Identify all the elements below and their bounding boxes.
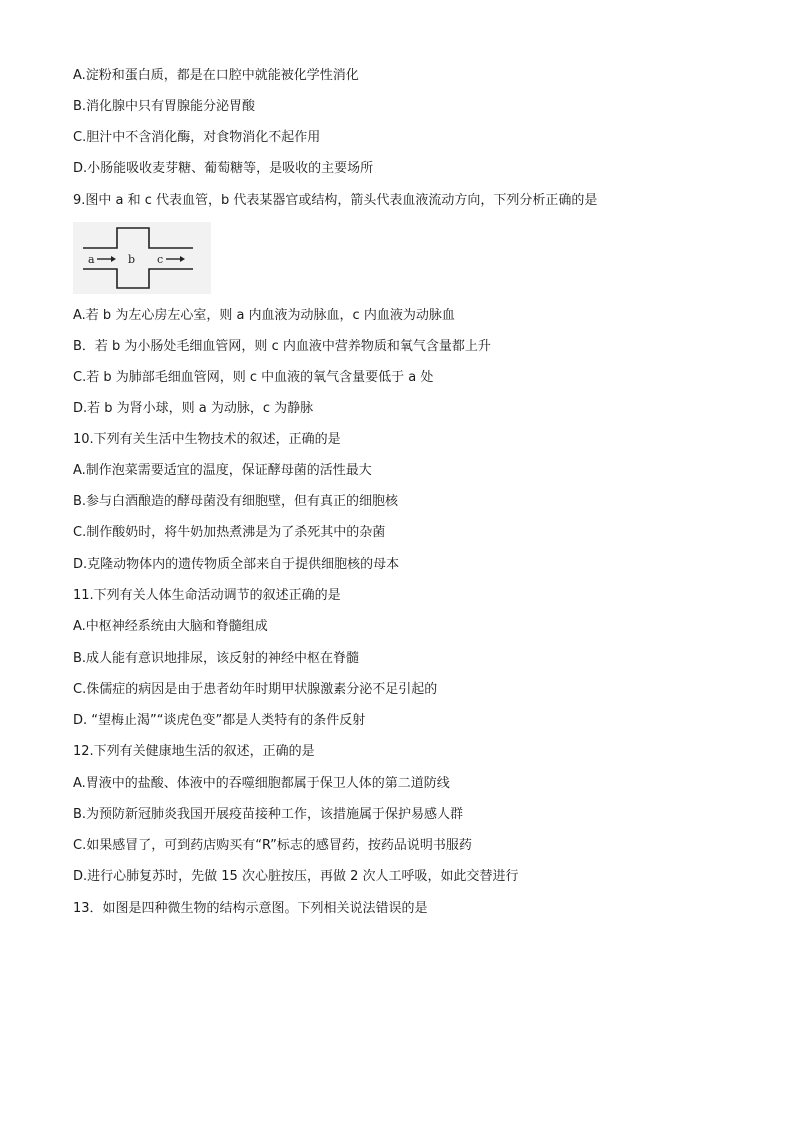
q8-option-c: C.胆汁中不含消化酶，对食物消化不起作用: [73, 130, 321, 145]
q12-option-d: D.进行心肺复苏时，先做 15 次心脏按压，再做 2 次人工呼吸，如此交替进行: [73, 869, 519, 884]
q8-option-a: A.淀粉和蛋白质，都是在口腔中就能被化学性消化: [73, 68, 359, 83]
q9-option-b: B．若 b 为小肠处毛细血管网，则 c 内血液中营养物质和氧气含量都上升: [73, 339, 491, 354]
q9-option-d: D.若 b 为肾小球，则 a 为动脉，c 为静脉: [73, 401, 314, 416]
vessel-outline: [83, 228, 193, 288]
q11-option-c: C.侏儒症的病因是由于患者幼年时期甲状腺激素分泌不足引起的: [73, 682, 438, 697]
q11-stem: 11.下列有关人体生命活动调节的叙述正确的是: [73, 588, 341, 603]
q10-option-d: D.克隆动物体内的遗传物质全部来自于提供细胞核的母本: [73, 557, 400, 572]
q8-option-b: B.消化腺中只有胃腺能分泌胃酸: [73, 99, 256, 114]
q8-option-d: D.小肠能吸收麦芽糖、葡萄糖等，是吸收的主要场所: [73, 161, 374, 176]
q10-option-b: B.参与白酒酿造的酵母菌没有细胞壁，但有真正的细胞核: [73, 494, 399, 509]
q12-stem: 12.下列有关健康地生活的叙述，正确的是: [73, 744, 315, 759]
q10-stem: 10.下列有关生活中生物技术的叙述，正确的是: [73, 432, 341, 447]
q12-option-a: A.胃液中的盐酸、体液中的吞噬细胞都属于保卫人体的第二道防线: [73, 776, 450, 791]
label-a: a: [88, 253, 95, 266]
label-b: b: [128, 253, 136, 266]
arrow-a-icon: [111, 256, 116, 262]
blood-vessel-diagram-svg: [73, 222, 211, 294]
blood-vessel-diagram: [73, 222, 211, 294]
label-c: c: [157, 253, 164, 266]
q10-option-a: A.制作泡菜需要适宜的温度，保证酵母菌的活性最大: [73, 463, 372, 478]
q9-option-c: C.若 b 为肺部毛细血管网，则 c 中血液的氧气含量要低于 a 处: [73, 370, 434, 385]
q11-option-a: A.中枢神经系统由大脑和脊髓组成: [73, 619, 268, 634]
q13-stem: 13．如图是四种微生物的结构示意图。下列相关说法错误的是: [73, 901, 428, 916]
q11-option-b: B.成人能有意识地排尿，该反射的神经中枢在脊髓: [73, 651, 360, 666]
q12-option-c: C.如果感冒了，可到药店购买有“R”标志的感冒药，按药品说明书服药: [73, 838, 472, 853]
q9-option-a: A.若 b 为左心房左心室，则 a 内血液为动脉血，c 内血液为动脉血: [73, 308, 455, 323]
arrow-c-icon: [180, 256, 185, 262]
q12-option-b: B.为预防新冠肺炎我国开展疫苗接种工作，该措施属于保护易感人群: [73, 807, 464, 822]
q11-option-d: D. “望梅止渴”“谈虎色变”都是人类特有的条件反射: [73, 713, 366, 728]
q9-stem: 9.图中 a 和 c 代表血管，b 代表某器官或结构，箭头代表血液流动方向，下列分析正确的是: [73, 193, 598, 208]
q10-option-c: C.制作酸奶时，将牛奶加热煮沸是为了杀死其中的杂菌: [73, 525, 386, 540]
